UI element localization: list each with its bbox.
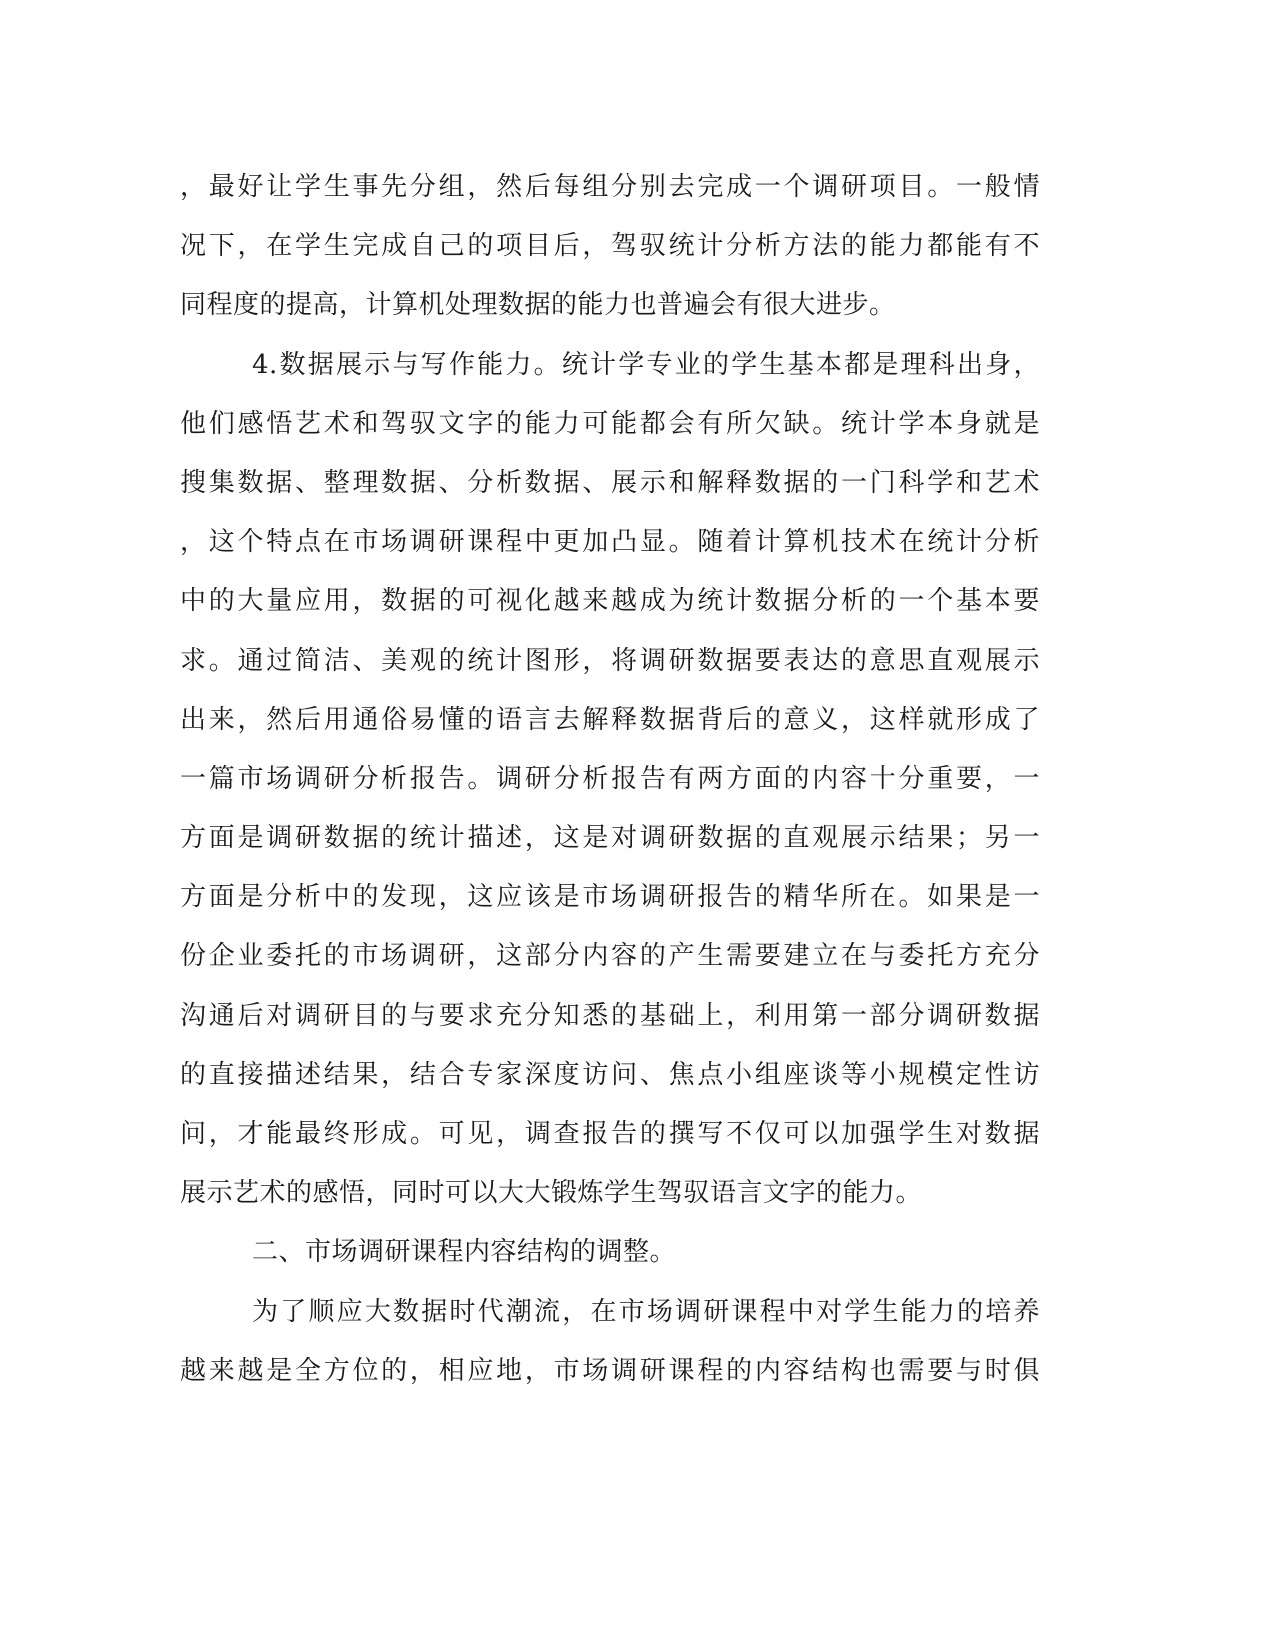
text-line: 求。通过简洁、美观的统计图形，将调研数据要表达的意思直观展示 <box>180 645 1040 676</box>
text-line: 中的大量应用，数据的可视化越来越成为统计数据分析的一个基本要 <box>180 586 1040 617</box>
text-line: 展示艺术的感悟，同时可以大大锻炼学生驾驭语言文字的能力。 <box>180 1178 923 1209</box>
text-line: 沟通后对调研目的与要求充分知悉的基础上，利用第一部分调研数据 <box>180 1000 1040 1031</box>
text-line: 出来，然后用通俗易懂的语言去解释数据背后的意义，这样就形成了 <box>180 704 1040 735</box>
text-line: ，这个特点在市场调研课程中更加凸显。随着计算机技术在统计分析 <box>180 527 1040 558</box>
text-line: 同程度的提高，计算机处理数据的能力也普遍会有很大进步。 <box>180 290 896 321</box>
text-line: 4.数据展示与写作能力。统计学专业的学生基本都是理科出身， <box>252 349 1040 380</box>
text-line: 为了顺应大数据时代潮流，在市场调研课程中对学生能力的培养 <box>252 1296 1040 1327</box>
text-line: 况下，在学生完成自己的项目后，驾驭统计分析方法的能力都能有不 <box>180 231 1040 262</box>
text-line: 越来越是全方位的，相应地，市场调研课程的内容结构也需要与时俱 <box>180 1355 1040 1386</box>
text-line: 方面是调研数据的统计描述，这是对调研数据的直观展示结果；另一 <box>180 823 1040 854</box>
text-line: 的直接描述结果，结合专家深度访问、焦点小组座谈等小规模定性访 <box>180 1059 1040 1090</box>
text-line: 搜集数据、整理数据、分析数据、展示和解释数据的一门科学和艺术 <box>180 467 1040 498</box>
text-line: 问，才能最终形成。可见，调查报告的撰写不仅可以加强学生对数据 <box>180 1119 1040 1149</box>
section-heading: 二、市场调研课程内容结构的调整。 <box>252 1237 677 1268</box>
text-line: 方面是分析中的发现，这应该是市场调研报告的精华所在。如果是一 <box>180 882 1040 913</box>
text-line: 一篇市场调研分析报告。调研分析报告有两方面的内容十分重要，一 <box>180 763 1040 794</box>
text-line: 份企业委托的市场调研，这部分内容的产生需要建立在与委托方充分 <box>180 941 1040 972</box>
text-line: ，最好让学生事先分组，然后每组分别去完成一个调研项目。一般情 <box>180 172 1040 202</box>
text-line: 他们感悟艺术和驾驭文字的能力可能都会有所欠缺。统计学本身就是 <box>180 408 1040 439</box>
body-text <box>180 158 1040 1401</box>
